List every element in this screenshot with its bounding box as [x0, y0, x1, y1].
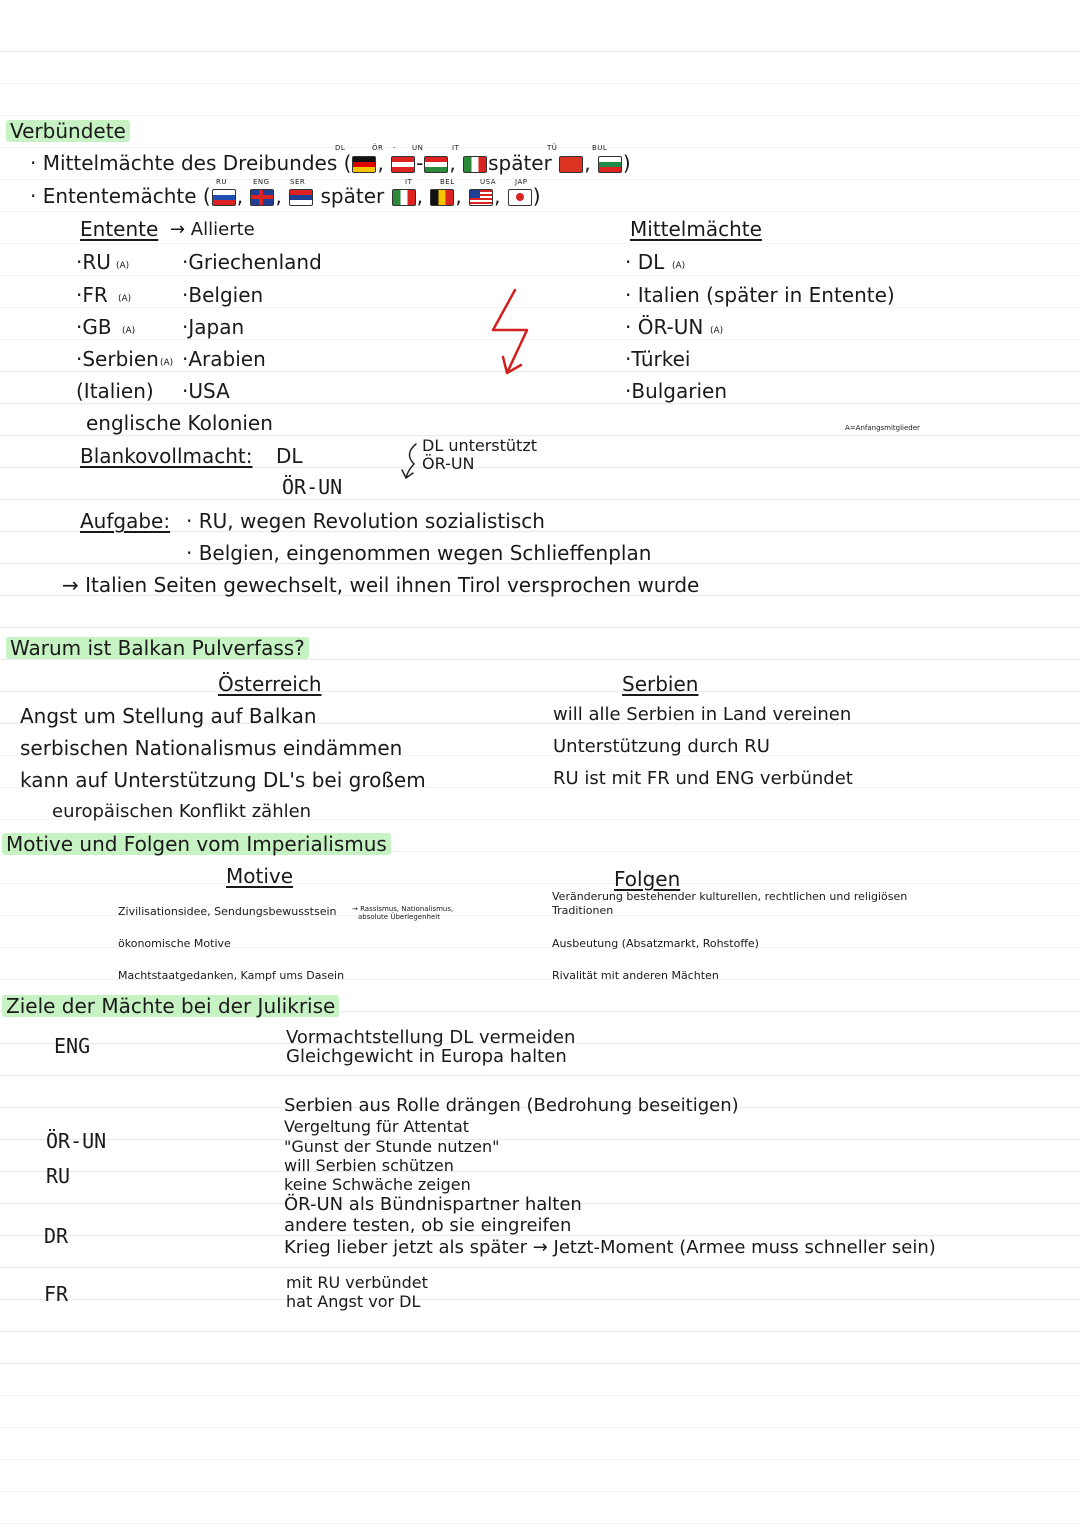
flag-label-usa: USA: [480, 178, 496, 186]
lightning-icon: [485, 285, 545, 385]
entente-item-fr: ·FR: [76, 283, 108, 307]
serbien-line3: RU ist mit FR und ENG verbündet: [553, 768, 853, 789]
belgium-flag-icon: [430, 189, 454, 206]
entente-mark-ru: (A): [116, 261, 130, 271]
italy-flag-icon-2: [392, 189, 416, 206]
folgen-item-ausbeutung: Ausbeutung (Absatzmarkt, Rohstoffe): [552, 937, 759, 950]
hungary-flag-icon: [424, 156, 448, 173]
flag-label-un: UN: [412, 144, 424, 152]
folgen-item-rivalitaet: Rivalität mit anderen Mächten: [552, 969, 719, 982]
flag-label-jap: JAP: [515, 178, 528, 186]
julikrise-ru-line2: keine Schwäche zeigen: [284, 1175, 471, 1194]
oesterreich-line1: Angst um Stellung auf Balkan: [20, 704, 317, 728]
mittelmaechte-item-dl: · DL: [625, 250, 665, 274]
oesterreich-heading: Österreich: [218, 672, 322, 696]
entente-item-ru: ·RU: [76, 250, 111, 274]
flag-label-ser: SER: [290, 178, 306, 186]
japan-flag-icon: [508, 189, 532, 206]
oesterreich-line3: kann auf Unterstützung DL's bei großem: [20, 768, 426, 792]
entente-later: später: [320, 184, 385, 208]
flag-label-it2: IT: [405, 178, 413, 186]
blanko-note2: ÖR-UN: [422, 454, 475, 473]
julikrise-dr-label: DR: [44, 1224, 69, 1248]
aufgabe-label: Aufgabe:: [80, 509, 171, 533]
aufgabe-line3: → Italien Seiten gewechselt, weil ihnen Tirol versprochen wurde: [62, 573, 700, 597]
entente-item-usa: ·USA: [182, 379, 230, 403]
julikrise-oerun-line1: Serbien aus Rolle drängen (Bedrohung beseitigen): [284, 1095, 739, 1116]
julikrise-eng-line2: Gleichgewicht in Europa halten: [286, 1046, 567, 1067]
serbien-line1: will alle Serbien in Land vereinen: [553, 704, 852, 725]
flag-label-tue: TÜ: [547, 144, 558, 152]
mittelmaechte-item-oerun: · ÖR-UN: [625, 315, 704, 339]
dreibund-label: · Mittelmächte des Dreibundes (: [30, 151, 352, 175]
entente-item-italien: (Italien): [76, 379, 154, 403]
entente-mark-fr: (A): [118, 294, 132, 304]
julikrise-dr-line2: andere testen, ob sie eingreifen: [284, 1215, 572, 1236]
mittelmaechte-item-tuerkei: ·Türkei: [625, 347, 691, 371]
oesterreich-line2: serbischen Nationalismus eindämmen: [20, 736, 403, 760]
julikrise-oerun-line3: "Gunst der Stunde nutzen": [284, 1137, 500, 1156]
motive-item-machtstaat: Machtstaatgedanken, Kampf ums Dasein: [118, 969, 345, 982]
entente-item-serbien: ·Serbien: [76, 347, 159, 371]
entente-item-griechenland: ·Griechenland: [182, 250, 322, 274]
folgen-item-veraenderung: Veränderung bestehender kulturellen, rechtlichen und religiösen: [552, 890, 908, 903]
oesterreich-line4: europäischen Konflikt zählen: [52, 801, 312, 822]
turkey-flag-icon: [559, 156, 583, 173]
entente-label: · Ententemächte (: [30, 184, 211, 208]
mittelmaechte-mark-dl: (A): [672, 261, 686, 271]
bulgaria-flag-icon: [598, 156, 622, 173]
blanko-oerun: ÖR-UN: [282, 475, 343, 499]
julikrise-fr-line2: hat Angst vor DL: [286, 1292, 421, 1311]
julikrise-eng-line1: Vormachtstellung DL vermeiden: [286, 1027, 576, 1048]
entente-mark-gb: (A): [122, 326, 136, 336]
entente-item-gb: ·GB: [76, 315, 112, 339]
flag-label-it: IT: [452, 144, 460, 152]
flag-label-bul: BUL: [592, 144, 608, 152]
uk-flag-icon: [250, 189, 274, 206]
folgen-heading: Folgen: [614, 867, 681, 891]
mittelmaechte-item-italien: · Italien (später in Entente): [625, 283, 895, 307]
serbia-flag-icon: [289, 189, 313, 206]
russia-flag-icon: [212, 189, 236, 206]
motive-item-zivilisation: Zivilisationsidee, Sendungsbewusstsein: [118, 905, 337, 918]
mittelmaechte-item-bulgarien: ·Bulgarien: [625, 379, 728, 403]
julikrise-fr-label: FR: [44, 1282, 69, 1306]
flag-label-ru: RU: [216, 178, 227, 186]
germany-flag-icon: [352, 156, 376, 173]
motive-note1: → Rassismus, Nationalismus,: [352, 905, 454, 913]
usa-flag-icon: [469, 189, 493, 206]
serbien-heading: Serbien: [622, 672, 699, 696]
entente-item-kolonien: englische Kolonien: [86, 411, 273, 435]
flag-label-dl: DL: [335, 144, 346, 152]
motive-item-oekonomisch: ökonomische Motive: [118, 937, 231, 950]
motive-heading: Motive: [226, 864, 294, 888]
julikrise-dr-line1: ÖR-UN als Bündnispartner halten: [284, 1194, 582, 1215]
blanko-note1: DL unterstützt: [422, 436, 537, 455]
mittelmaechte-heading: Mittelmächte: [630, 217, 762, 241]
flag-label-oer: ÖR: [372, 144, 384, 152]
aufgabe-line1: · RU, wegen Revolution sozialistisch: [186, 509, 545, 533]
julikrise-dr-line3: Krieg lieber jetzt als später → Jetzt-Moment (Armee muss schneller sein): [284, 1237, 936, 1258]
section-title-balkan: Warum ist Balkan Pulverfass?: [6, 637, 309, 659]
blanko-dl: DL: [276, 444, 303, 468]
flag-label-dash: -: [393, 144, 397, 152]
julikrise-ru-line1: will Serbien schützen: [284, 1156, 454, 1175]
entente-allierte: → Allierte: [170, 219, 255, 240]
section-title-julikrise: Ziele der Mächte bei der Julikrise: [2, 995, 339, 1017]
dreibund-line: · Mittelmächte des Dreibundes ( , - , später , ): [30, 151, 631, 175]
entente-item-japan: ·Japan: [182, 315, 245, 339]
section-title-verbuendete: Verbündete: [6, 120, 130, 142]
flag-label-eng: ENG: [253, 178, 270, 186]
blanko-label: Blankovollmacht:: [80, 444, 253, 468]
motive-note2: absolute Überlegenheit: [358, 913, 440, 921]
section-title-imperialismus: Motive und Folgen vom Imperialismus: [2, 833, 391, 855]
serbien-line2: Unterstützung durch RU: [553, 736, 770, 757]
julikrise-ru-label: RU: [46, 1164, 71, 1188]
flag-label-bel: BEL: [440, 178, 455, 186]
dreibund-later: später: [488, 151, 552, 175]
julikrise-eng-label: ENG: [54, 1034, 91, 1058]
aufgabe-line2: · Belgien, eingenommen wegen Schlieffenplan: [186, 541, 652, 565]
austria-flag-icon: [391, 156, 415, 173]
entente-item-arabien: ·Arabien: [182, 347, 266, 371]
julikrise-oerun-label: ÖR-UN: [46, 1129, 107, 1153]
folgen-item-traditionen: Traditionen: [552, 904, 614, 917]
italy-flag-icon: [463, 156, 487, 173]
entente-item-belgien: ·Belgien: [182, 283, 264, 307]
mittelmaechte-mark-oerun: (A): [710, 326, 724, 336]
entente-heading: Entente: [80, 217, 159, 241]
julikrise-fr-line1: mit RU verbündet: [286, 1273, 428, 1292]
legend-note: A=Anfangsmitglieder: [845, 424, 920, 432]
julikrise-oerun-line2: Vergeltung für Attentat: [284, 1117, 470, 1136]
entente-mark-serbien: (A): [160, 358, 174, 368]
entente-line: · Ententemächte ( , , später , , , ): [30, 184, 541, 208]
